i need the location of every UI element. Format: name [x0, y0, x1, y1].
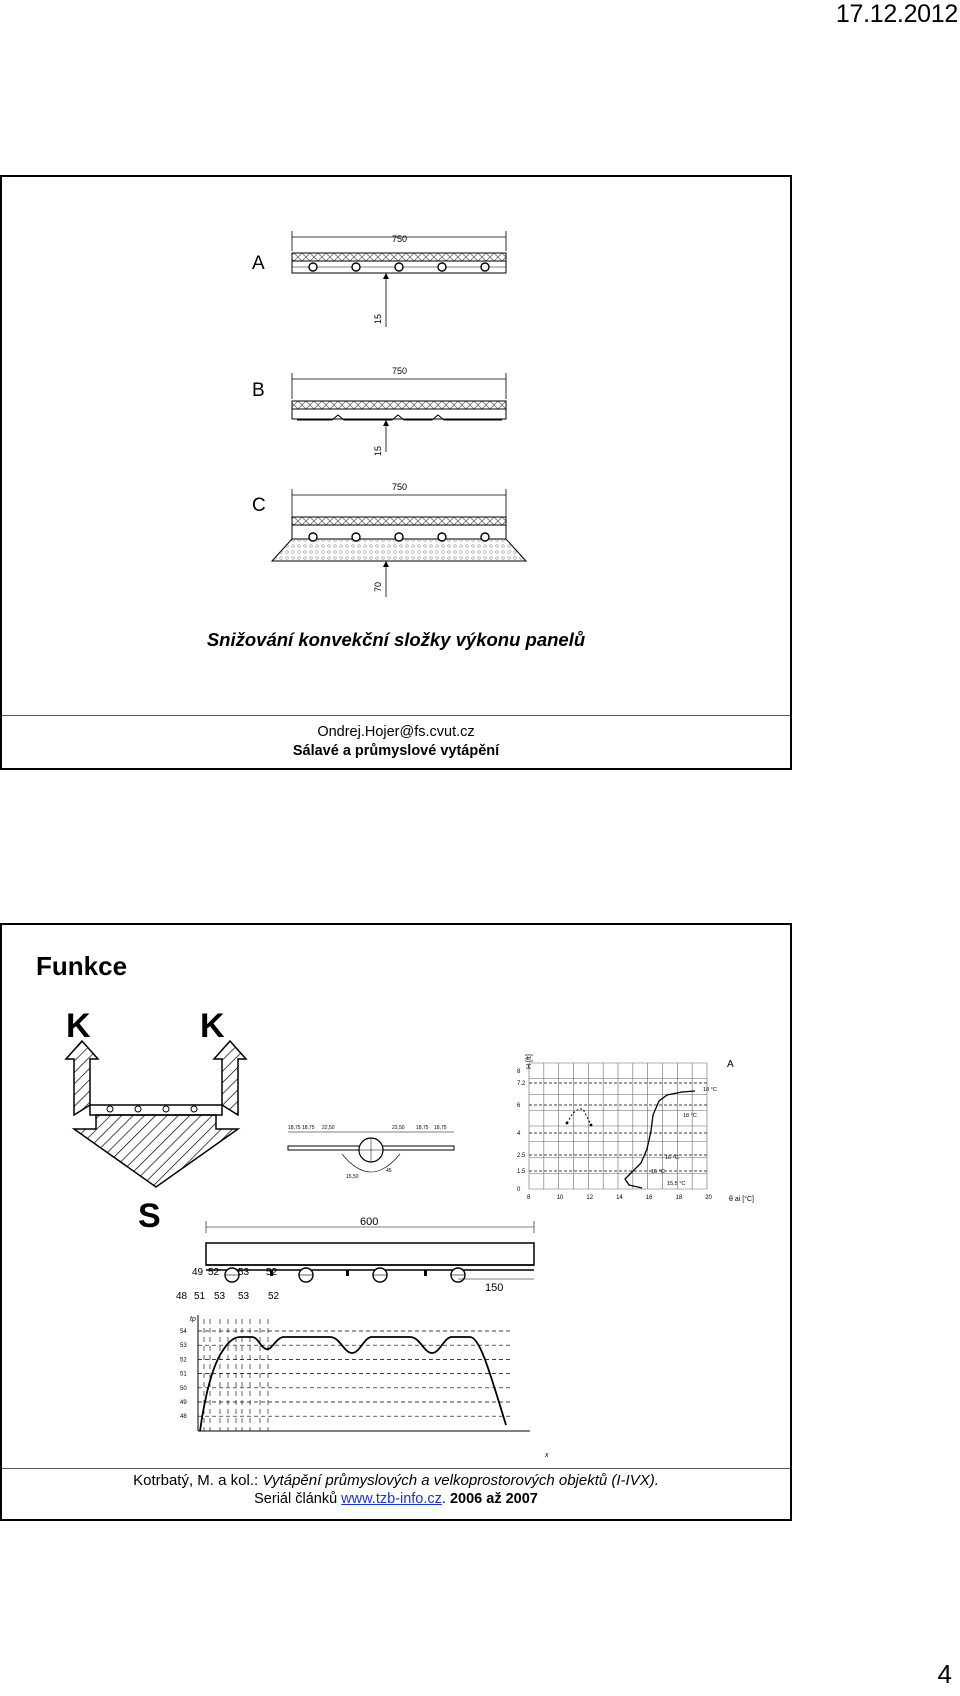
print-date: 17.12.2012	[835, 0, 958, 28]
panel-rib	[424, 1270, 427, 1276]
section-label-c: C	[252, 495, 266, 516]
graph-ytick-label: 2.5	[517, 1153, 526, 1159]
graph-ytick-label: 0	[517, 1187, 521, 1193]
footer-book: Vytápění průmyslových a velkoprostorových objektů (I-IVX).	[262, 1472, 659, 1489]
panel-label-top: 49	[192, 1267, 204, 1278]
k-left-label: K	[66, 1007, 91, 1045]
tp-curve	[200, 1337, 506, 1431]
profile-dim-6: 18,75	[434, 1125, 447, 1131]
graph-xtick-label: 18	[675, 1195, 683, 1201]
tzb-info-link[interactable]: www.tzb-info.cz	[341, 1491, 442, 1507]
tp-ytick-label: 53	[180, 1343, 187, 1350]
graph-ytick-label: 7.2	[517, 1081, 526, 1087]
temperature-height-graph	[517, 1025, 767, 1205]
footer-series	[2, 1491, 790, 1507]
graph-xlabel: θ ai [°C]	[729, 1196, 754, 1203]
panel-temperature-distribution	[176, 1213, 580, 1463]
tp-ylabel: tp	[190, 1316, 196, 1323]
panel-label-bottom: 51	[194, 1291, 206, 1302]
profile-dim-2: 18,75	[302, 1125, 315, 1131]
profile-dim-3: 22,50	[322, 1125, 335, 1131]
footer-reference	[2, 1472, 790, 1489]
section-c-drawing	[272, 489, 526, 597]
k-left-arrow	[66, 1041, 98, 1115]
s-down-arrow	[74, 1115, 238, 1187]
graph-ylabel: H [ft]	[526, 1054, 533, 1069]
slide-function	[0, 923, 792, 1521]
s-label: S	[138, 1197, 161, 1235]
dim-gap-a: 15	[373, 313, 383, 324]
graph-annot-1: 18 °C	[703, 1087, 717, 1093]
panel-label-top: 52	[266, 1267, 278, 1278]
profile-dim-5: 18,75	[416, 1125, 429, 1131]
slide-footer	[2, 715, 790, 768]
panel-label-top: 52	[208, 1267, 220, 1278]
tp-ytick-label: 50	[180, 1385, 187, 1392]
profile-dim-1: 18,75	[288, 1125, 301, 1131]
graph-corner-label: A	[727, 1059, 734, 1070]
graph-xtick-label: 20	[705, 1195, 712, 1201]
tp-ytick-label: 54	[180, 1329, 187, 1335]
panel-label-bottom: 52	[268, 1291, 280, 1302]
graph-ytick-label: 4	[517, 1131, 521, 1137]
dim-width-b: 750	[392, 366, 408, 376]
tp-ytick-label: 48	[180, 1414, 187, 1421]
profile-dim-r1: 15,50	[346, 1174, 359, 1180]
footer-email: Ondrej.Hojer@fs.cvut.cz	[317, 724, 475, 740]
section-label-a: A	[252, 253, 265, 274]
convection-radiation-diagram	[62, 1005, 262, 1235]
panel-label-bottom: 48	[176, 1291, 188, 1302]
graph-xtick-label: 16	[645, 1195, 653, 1201]
footer-series-suffix: .	[441, 1491, 450, 1507]
graph-annot-3: 16 °C	[665, 1155, 679, 1161]
slide-title: Funkce	[36, 951, 128, 981]
graph-annot-4: 15 °C	[651, 1169, 665, 1175]
graph-grid	[529, 1063, 707, 1189]
panel-label-bottom: 53	[238, 1291, 250, 1302]
dim-width-c: 750	[392, 482, 408, 492]
tp-ytick-label: 52	[180, 1357, 187, 1364]
graph-xtick-label: 12	[586, 1195, 594, 1201]
panel-sections-diagram	[2, 177, 794, 617]
graph-annot-2: 18 °C	[683, 1113, 697, 1119]
graph-ytick-label: 1.5	[517, 1169, 526, 1175]
panel-rib	[346, 1270, 349, 1276]
profile-section	[282, 1120, 462, 1200]
graph-annot-5: 15,5 °C	[667, 1181, 686, 1187]
graph-xtick-label: 14	[616, 1195, 623, 1201]
k-right-label: K	[200, 1007, 225, 1045]
footer-author: Kotrbatý, M. a kol.:	[133, 1472, 263, 1489]
slide-panel-sections	[0, 175, 792, 770]
slide-footer	[2, 1468, 790, 1519]
graph-ytick-label: 8	[517, 1069, 521, 1075]
graph-xtick-label: 10	[556, 1195, 564, 1201]
k-right-arrow	[214, 1041, 246, 1115]
profile-dim-r2: 45	[386, 1168, 392, 1174]
tp-ytick-label: 49	[180, 1400, 187, 1406]
dim-gap-c: 70	[373, 581, 383, 592]
section-label-b: B	[252, 380, 265, 401]
section-b-drawing	[292, 373, 506, 452]
panel-width-label: 600	[360, 1216, 379, 1228]
panel-label-top: 53	[238, 1267, 250, 1278]
dim-width-a: 750	[392, 234, 408, 244]
footer-years: 2006 až 2007	[449, 1491, 538, 1507]
panel-pitch-label: 150	[485, 1282, 504, 1294]
section-a-drawing	[292, 231, 506, 327]
tp-grid	[180, 1315, 530, 1431]
tp-xlabel: x	[545, 1452, 549, 1459]
profile-dim-4: 22,50	[392, 1125, 405, 1131]
tp-ytick-label: 51	[180, 1371, 187, 1378]
slide-caption: Snižování konvekční složky výkonu panelů	[206, 629, 586, 650]
dim-gap-b: 15	[373, 445, 383, 456]
graph-xtick-label: 8	[527, 1195, 531, 1201]
graph-ytick-label: 6	[517, 1103, 521, 1109]
footer-course: Sálavé a průmyslové vytápění	[292, 743, 500, 759]
panel-label-bottom: 53	[214, 1291, 226, 1302]
footer-series-prefix: Seriál článků	[254, 1491, 342, 1507]
page-number: 4	[937, 1659, 952, 1689]
